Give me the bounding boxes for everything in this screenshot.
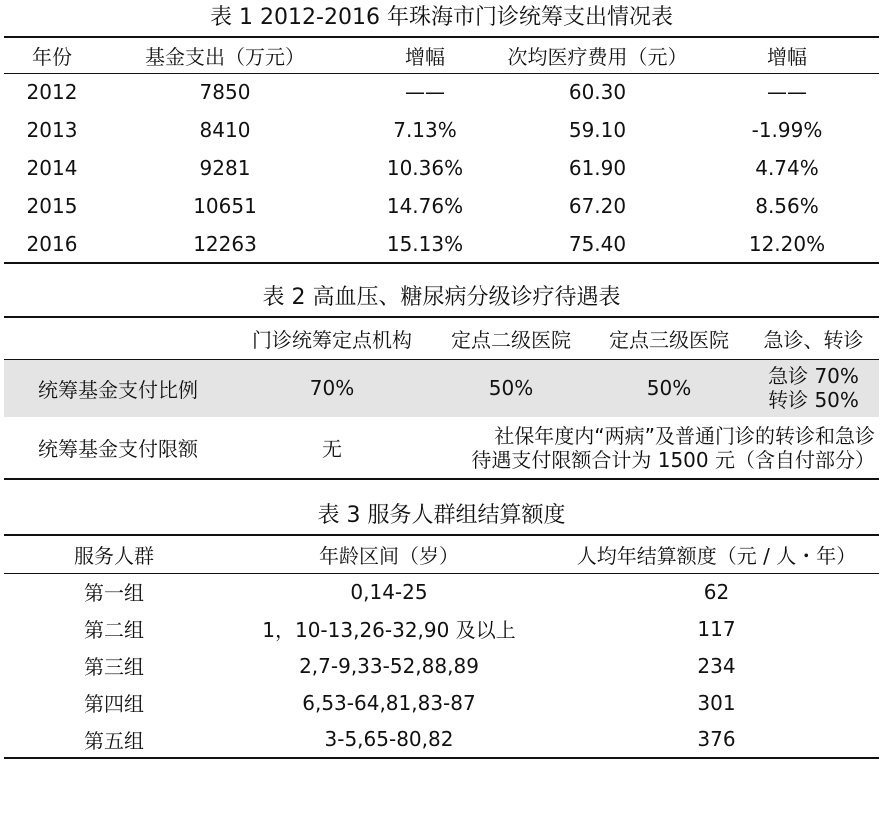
table-cell: 15.13% (386, 231, 464, 256)
row-label: 统筹基金支付限额 (38, 437, 198, 461)
table-row (4, 610, 879, 647)
table-row (4, 187, 879, 225)
table1-header-cell: 年份 (4, 37, 100, 73)
table-cell: 8410 (199, 118, 251, 142)
table-cell: 376 (697, 727, 736, 751)
table-cell: 70% (309, 376, 355, 401)
table-cell: 9281 (199, 156, 251, 180)
table-cell: 12263 (193, 231, 257, 256)
table1-header-row (4, 37, 879, 73)
table-cell: 第二组 (84, 618, 144, 642)
table-cell: 2013 (26, 118, 78, 142)
table-cell: 第一组 (84, 581, 144, 606)
table-cell: 14.76% (386, 194, 464, 218)
table-cell: 12.20% (748, 231, 826, 256)
table-cell: 第三组 (84, 655, 144, 679)
table2-header-cell: 急诊、转诊 (748, 317, 879, 359)
table-cell: 50% (488, 376, 534, 401)
row-label: 统筹基金支付比例 (38, 377, 198, 402)
table-cell: 1，10-13,26-32,90 及以上 (262, 618, 516, 642)
table-cell: 7850 (199, 80, 251, 105)
table-cell: 7.13% (393, 118, 457, 142)
table3 (4, 534, 879, 759)
table2-header-cell: 定点三级医院 (590, 317, 748, 359)
table-cell: 61.90 (568, 156, 627, 180)
table-cell-merged-limit (432, 417, 879, 479)
referral-rate: 转诊 50% (768, 388, 859, 413)
limit-line-1: 社保年度内“两病”及普通门诊的转诊和急诊 (494, 423, 875, 448)
table3-header-cell: 服务人群 (4, 535, 224, 573)
table-cell: 10651 (193, 194, 257, 218)
table-cell: 第四组 (84, 692, 144, 716)
table-cell: 4.74% (755, 156, 819, 180)
table3-header-cell: 人均年结算额度（元 / 人・年） (554, 535, 879, 573)
table-cell: 8.56% (755, 194, 819, 218)
table-cell: 0,14-25 (350, 579, 428, 604)
table-row (4, 225, 879, 263)
limit-line-2: 待遇支付限额合计为 1500 元（含自付部分） (471, 447, 875, 472)
table-cell: 59.10 (568, 118, 627, 142)
table2-header-cell: 门诊统筹定点机构 (232, 317, 432, 359)
table-cell: 117 (697, 616, 736, 641)
table-cell: —— (405, 80, 445, 105)
table-cell: 75.40 (568, 231, 627, 256)
table-cell: 无 (322, 437, 342, 461)
table-row (4, 417, 879, 479)
table2-header-cell (4, 317, 232, 359)
table3-header-row (4, 535, 879, 573)
table-row (4, 684, 879, 721)
table-cell: 第五组 (84, 728, 144, 753)
table-row (4, 721, 879, 758)
table-cell: —— (767, 80, 807, 105)
table2-header-row (4, 317, 879, 359)
table3-header-cell: 年龄区间（岁） (224, 535, 554, 573)
table1-header-cell: 增幅 (350, 37, 500, 73)
table2-header-cell: 定点二级医院 (432, 317, 590, 359)
table-cell: 301 (697, 690, 736, 715)
table-cell: 62 (703, 579, 730, 604)
table-cell: 2014 (26, 156, 78, 180)
table3-title: 表 3 服务人群组结算额度 (317, 503, 566, 528)
table-cell: 234 (697, 653, 736, 678)
table1 (4, 36, 879, 264)
table-row (4, 573, 879, 610)
table1-header-cell: 基金支出（万元） (100, 37, 350, 73)
table2-title: 表 2 高血压、糖尿病分级诊疗待遇表 (262, 285, 621, 310)
table-row (4, 111, 879, 149)
table1-header-cell: 次均医疗费用（元） (500, 37, 695, 73)
table-cell: 6,53-64,81,83-87 (302, 690, 476, 715)
table-cell: 67.20 (568, 194, 627, 218)
table1-title: 表 1 2012-2016 年珠海市门诊统筹支出情况表 (210, 5, 673, 30)
table-row (4, 359, 879, 417)
table-cell: 2016 (26, 231, 78, 256)
table-row (4, 647, 879, 684)
table-cell: 2015 (26, 194, 78, 218)
table-row (4, 149, 879, 187)
table-cell: 2,7-9,33-52,88,89 (299, 653, 479, 678)
table-cell: 3-5,65-80,82 (324, 727, 454, 751)
table-cell: -1.99% (751, 118, 823, 142)
table-cell: 50% (646, 376, 692, 401)
table2 (4, 316, 879, 480)
table-cell: 2012 (26, 80, 78, 105)
table-row (4, 73, 879, 111)
table-cell-emergency-referral (748, 359, 879, 417)
emergency-rate: 急诊 70% (768, 364, 859, 389)
table-cell: 10.36% (386, 156, 464, 180)
table-cell: 60.30 (568, 80, 627, 105)
table1-header-cell: 增幅 (695, 37, 879, 73)
